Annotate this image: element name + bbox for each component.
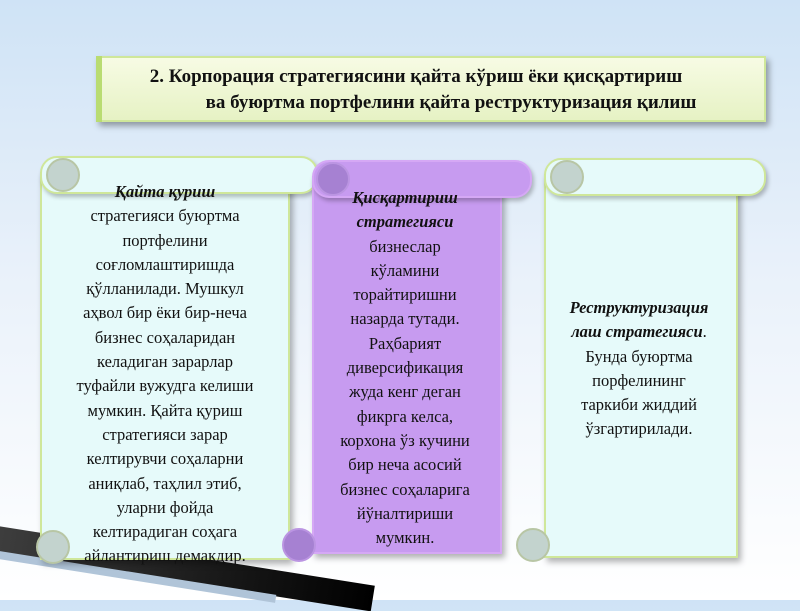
text-line: айлантириш демакдир.	[84, 546, 246, 566]
scroll-text	[312, 186, 498, 550]
text-line: мумкин.	[375, 528, 435, 548]
text-line: келадиган зарарлар	[96, 352, 233, 372]
text-line: бизнес соҳаларидан	[94, 327, 236, 347]
text-line: Раҳбарият	[368, 333, 442, 353]
text-line: мумкин. Қайта қуриш	[87, 400, 243, 420]
text-line: ўзгартирилади.	[585, 419, 693, 439]
scroll-curl-top	[550, 160, 584, 194]
text-line: келтирадиган соҳага	[92, 522, 238, 542]
scroll-text	[544, 296, 734, 442]
text-line: стратегияси буюртма	[90, 206, 240, 226]
text-line: назарда тутади.	[350, 309, 460, 329]
text-line: аниқлаб, таҳлил этиб,	[88, 473, 242, 493]
text-line: йўналтириши	[356, 503, 454, 523]
text-line: уларни фойда	[116, 497, 214, 517]
text-line: таркиби жиддий	[581, 395, 697, 415]
text-line: порфелининг	[592, 370, 686, 390]
text-line: корхона ўз кучини	[340, 430, 470, 450]
text-line: кўламини	[370, 260, 440, 280]
scroll-heading-line	[544, 320, 734, 344]
text-line: диверсификация	[346, 358, 464, 378]
scroll-heading: Реструктуризация	[569, 298, 709, 317]
text-line: келтирувчи соҳаларни	[86, 449, 244, 469]
scroll-curl-bottom	[516, 528, 550, 562]
scroll-heading: стратегияси	[356, 212, 454, 232]
heading-period: .	[702, 322, 707, 342]
text-line: туфайли вужудга келиши	[76, 376, 254, 396]
title-banner	[96, 56, 766, 122]
text-line: жуда кенг деган	[349, 382, 461, 402]
scroll-text	[40, 180, 290, 569]
text-line: торайтиришни	[353, 285, 457, 305]
title-line-1: 2. Корпорация стратегиясини қайта кўриш ёки қисқартириш	[149, 66, 683, 87]
text-line: қўлланилади. Мушкул	[86, 279, 244, 299]
text-line: бир неча асосий	[348, 455, 462, 475]
text-line: Бунда буюртма	[585, 346, 693, 366]
text-line: соғломлаштиришда	[95, 254, 235, 274]
scroll-curl-bottom	[282, 528, 316, 562]
text-line: бизнеслар	[369, 236, 441, 256]
scroll-heading: Қайта қуриш	[114, 182, 216, 201]
scroll-heading: лаш стратегияси	[571, 322, 703, 342]
text-line: стратегияси зарар	[102, 424, 228, 444]
title-line-2: ва буюртма портфелини қайта реструктуризация қилиш	[205, 92, 697, 113]
text-line: аҳвол бир ёки бир-неча	[83, 303, 247, 323]
scroll-heading: Қисқартириш	[352, 188, 458, 207]
text-line: бизнес соҳаларига	[340, 479, 470, 499]
text-line: портфелини	[122, 230, 208, 250]
text-line: фикрга келса,	[356, 406, 454, 426]
